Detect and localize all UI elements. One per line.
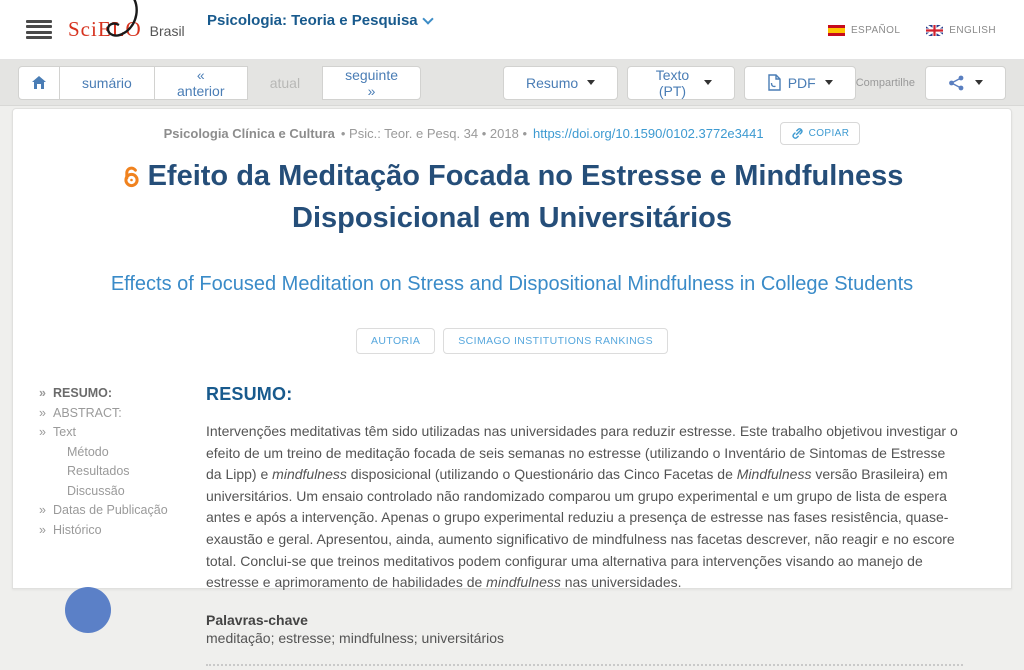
menu-icon[interactable] — [26, 20, 52, 40]
language-english[interactable] — [926, 25, 996, 36]
pdf-dropdown-button[interactable]: PDF — [744, 66, 856, 100]
article-card — [12, 108, 1012, 646]
language-switcher — [828, 0, 996, 60]
keywords-list: meditação; estresse; mindfulness; universitários — [206, 629, 505, 646]
autoria-button[interactable]: AUTORIA — [356, 328, 435, 354]
resumo-dropdown-button[interactable]: Resumo — [503, 66, 618, 100]
caret-down-icon — [975, 80, 983, 85]
article-title-text: Efeito da Meditação Focada no Estresse e Mindfulness Disposicional em Universitários — [147, 160, 904, 235]
current-article-button: atual — [247, 66, 323, 100]
article-title — [87, 155, 937, 239]
scielo-logo-text: SciELO — [68, 17, 142, 41]
article-toolbar — [0, 60, 1024, 106]
next-article-button[interactable]: seguinte » — [322, 66, 421, 100]
previous-article-button[interactable]: « anterior — [154, 66, 248, 100]
sidebar-item-abstract[interactable]: » ABSTRACT: — [39, 405, 122, 420]
top-header — [0, 0, 1024, 60]
language-espanol[interactable] — [828, 25, 900, 36]
sidebar-item-text[interactable]: » Text — [39, 425, 76, 440]
sidebar-item-metodo[interactable]: Método — [67, 444, 109, 459]
scielo-logo-country: Brasil — [149, 23, 185, 39]
language-espanol-label: ESPAÑOL — [850, 24, 901, 36]
breadcrumb — [13, 122, 1011, 145]
abstract-section — [206, 384, 1011, 670]
share-label: Compartilhe — [855, 76, 915, 89]
sidebar-item-resultados[interactable]: Resultados — [67, 464, 130, 479]
article-subtitle: Effects of Focused Meditation on Stress and Dispositional Mindfulness in College Students — [110, 273, 914, 296]
caret-down-icon — [825, 80, 833, 85]
link-icon — [791, 127, 804, 140]
abstract-heading: RESUMO: — [206, 384, 293, 405]
sidebar-item-resumo[interactable]: » RESUMO: — [39, 386, 113, 401]
scielo-logo[interactable] — [68, 17, 185, 42]
toc-button[interactable]: sumário — [59, 66, 155, 100]
journal-dropdown[interactable] — [207, 12, 432, 29]
caret-down-icon — [704, 80, 712, 85]
spain-flag-icon — [828, 25, 845, 36]
format-buttons-group — [503, 66, 856, 100]
sidebar-item-historico[interactable]: » Histórico — [39, 522, 102, 537]
uk-flag-icon — [926, 25, 943, 36]
doi-link[interactable]: https://doi.org/10.1590/0102.3772e3441 — [533, 126, 764, 141]
page-background — [0, 106, 1024, 646]
section-divider — [206, 664, 963, 666]
home-icon — [31, 75, 47, 90]
article-nav-group — [18, 66, 421, 100]
caret-down-icon — [587, 80, 595, 85]
sidebar-item-datas-publicacao[interactable]: » Datas de Publicação — [39, 503, 168, 518]
home-button[interactable] — [18, 66, 60, 100]
sidebar-item-discussao[interactable]: Discussão — [67, 483, 125, 498]
open-access-icon — [121, 165, 142, 188]
chevron-down-icon — [422, 13, 433, 24]
article-outline-sidebar — [13, 384, 206, 670]
language-english-label: ENGLISH — [949, 24, 996, 36]
texto-dropdown-button[interactable]: Texto (PT) — [627, 66, 735, 100]
journal-dropdown-label: Psicologia: Teoria e Pesquisa — [207, 12, 418, 29]
breadcrumb-section: Psicologia Clínica e Cultura — [163, 126, 335, 141]
abstract-text: Intervenções meditativas têm sido utilizadas nas universidades para reduzir estresse. Este trabalho objetivou investigar o efeito de um treino de meditação focada de seis semanas no estresse (utilizando o Inventário de Sintomas de Estresse da Lipp) e mindfulness disposicional (utilizando o Questionário das Cinco Facetas de Mindfulness versão Brasileira) em universitários. Um ensaio controlado não randomizado comparou um grupo experimental e um grupo de lista de espera antes e após a intervenção. Apenas o grupo experimental reduziu a presença de estresse nas fases resistência, quase-exaustão e geral. Apresentou, ainda, aumento significativo de mindfulness nas facetas descrever, não reagir e no escore total. Conclui-se que treinos meditativos podem configurar uma alternativa para intervenções visando ao manejo de estresse e aprimoramento de habilidades de mindfulness nas universidades. — [206, 423, 958, 591]
breadcrumb-citation: • Psic.: Teor. e Pesq. 34 • 2018 • — [340, 126, 527, 141]
copy-doi-button[interactable]: COPIAR — [780, 122, 861, 145]
pdf-file-icon — [767, 74, 781, 91]
share-button[interactable] — [925, 66, 1006, 100]
article-body — [13, 384, 1011, 670]
keywords-label: Palavras-chave — [206, 611, 308, 628]
article-action-buttons — [13, 328, 1011, 354]
accessibility-floating-button[interactable] — [65, 587, 111, 633]
share-icon — [948, 75, 966, 91]
scimago-rankings-button[interactable]: SCIMAGO INSTITUTIONS RANKINGS — [443, 328, 668, 354]
